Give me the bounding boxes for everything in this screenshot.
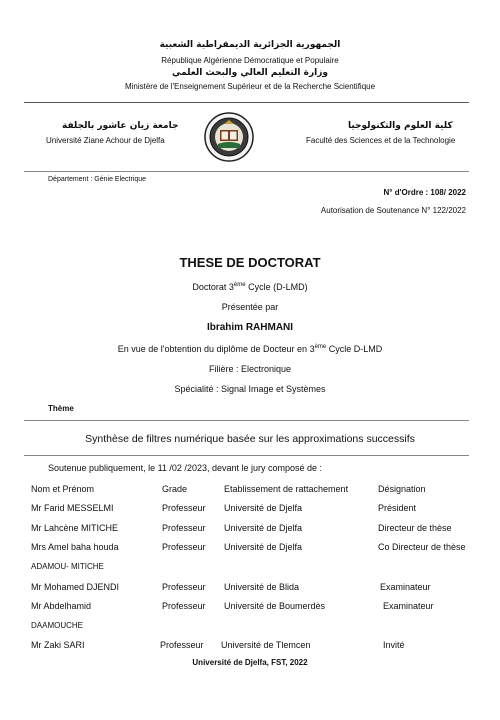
faculty-arabic: كلية العلوم والتكنولوجيا <box>348 121 453 131</box>
authorization-number: Autorisation de Soutenance N° 122/2022 <box>320 206 466 215</box>
jury-name: Mr Lahcène MITICHE <box>31 523 119 533</box>
footer: Université de Djelfa, FST, 2022 <box>192 658 308 667</box>
jury-name: Mr Zaki SARI <box>31 640 85 650</box>
theme-label: Thème <box>48 404 74 413</box>
jury-institution: Université de Djelfa <box>224 523 303 533</box>
doctorate-cycle: Doctorat 3ème Cycle (D-LMD) <box>192 282 308 292</box>
jury-institution: Université de Boumerdès <box>224 601 326 611</box>
jury-institution: Université de Djelfa <box>224 542 303 552</box>
jury-designation: Directeur de thèse <box>378 523 452 533</box>
jury-header-designation: Désignation <box>378 484 426 494</box>
theme-bottom-rule <box>24 455 469 456</box>
republic-french: République Algérienne Démocratique et Populaire <box>161 56 339 65</box>
jury-header-grade: Grade <box>162 484 188 494</box>
university-french: Université Ziane Achour de Djelfa <box>46 136 165 145</box>
ministry-french: Ministère de l'Enseignement Supérieur et de la Recherche Scientifique <box>124 82 376 91</box>
republic-arabic: الجمهورية الجزائرية الديمقراطية الشعبية <box>159 40 341 50</box>
jury-name: Mr Farid MESSELMI <box>31 503 114 513</box>
university-seal-icon <box>204 112 254 162</box>
jury-name: Mr Abdelhamid <box>31 601 92 611</box>
field: Filière : Electronique <box>208 364 292 374</box>
jury-grade: Professeur <box>160 640 204 650</box>
jury-header-name: Nom et Prénom <box>31 484 95 494</box>
order-number: N° d'Ordre : 108/ 2022 <box>383 188 466 197</box>
jury-grade: Professeur <box>162 582 206 592</box>
degree-purpose: En vue de l'obtention du diplôme de Docteur en 3ème Cycle D-LMD <box>117 344 383 354</box>
jury-designation: Président <box>378 503 417 513</box>
jury-institution: Université de Djelfa <box>224 503 303 513</box>
presented-by: Présentée par <box>221 302 279 312</box>
faculty-french: Faculté des Sciences et de la Technologie <box>306 136 456 145</box>
defense-intro: Soutenue publiquement, le 11 /02 /2023, devant le jury composé de : <box>48 463 323 473</box>
jury-institution: Université de Blida <box>224 582 300 592</box>
thesis-theme: Synthèse de filtres numérique basée sur les approximations successifs <box>85 433 415 445</box>
jury-designation: Examinateur <box>380 582 431 592</box>
ministry-arabic: وزارة التعليم العالي والبحث العلمي <box>171 68 329 78</box>
jury-institution: Université de Tlemcen <box>221 640 311 650</box>
department: Département : Génie Electrique <box>48 176 147 183</box>
specialty: Spécialité : Signal Image et Systèmes <box>174 384 326 394</box>
jury-name: Mr Mohamed DJENDI <box>31 582 120 592</box>
jury-grade: Professeur <box>162 523 206 533</box>
jury-name-continued: ADAMOU- MITICHE <box>31 562 104 571</box>
jury-name-continued: DAAMOUCHE <box>31 621 84 630</box>
section-divider <box>24 171 469 172</box>
header-divider <box>24 102 469 103</box>
jury-designation: Co Directeur de thèse <box>378 542 466 552</box>
jury-header-institution: Etablissement de rattachement <box>224 484 349 494</box>
jury-designation: Invité <box>383 640 405 650</box>
university-arabic: جامعة زيان عاشور بالجلفة <box>62 121 179 131</box>
jury-grade: Professeur <box>162 601 206 611</box>
theme-top-rule <box>24 420 469 421</box>
thesis-title: THESE DE DOCTORAT <box>179 255 321 270</box>
jury-name: Mrs Amel baha houda <box>31 542 119 552</box>
author-name: Ibrahim RAHMANI <box>206 322 294 333</box>
jury-grade: Professeur <box>162 542 206 552</box>
jury-designation: Examinateur <box>383 601 434 611</box>
jury-grade: Professeur <box>162 503 206 513</box>
